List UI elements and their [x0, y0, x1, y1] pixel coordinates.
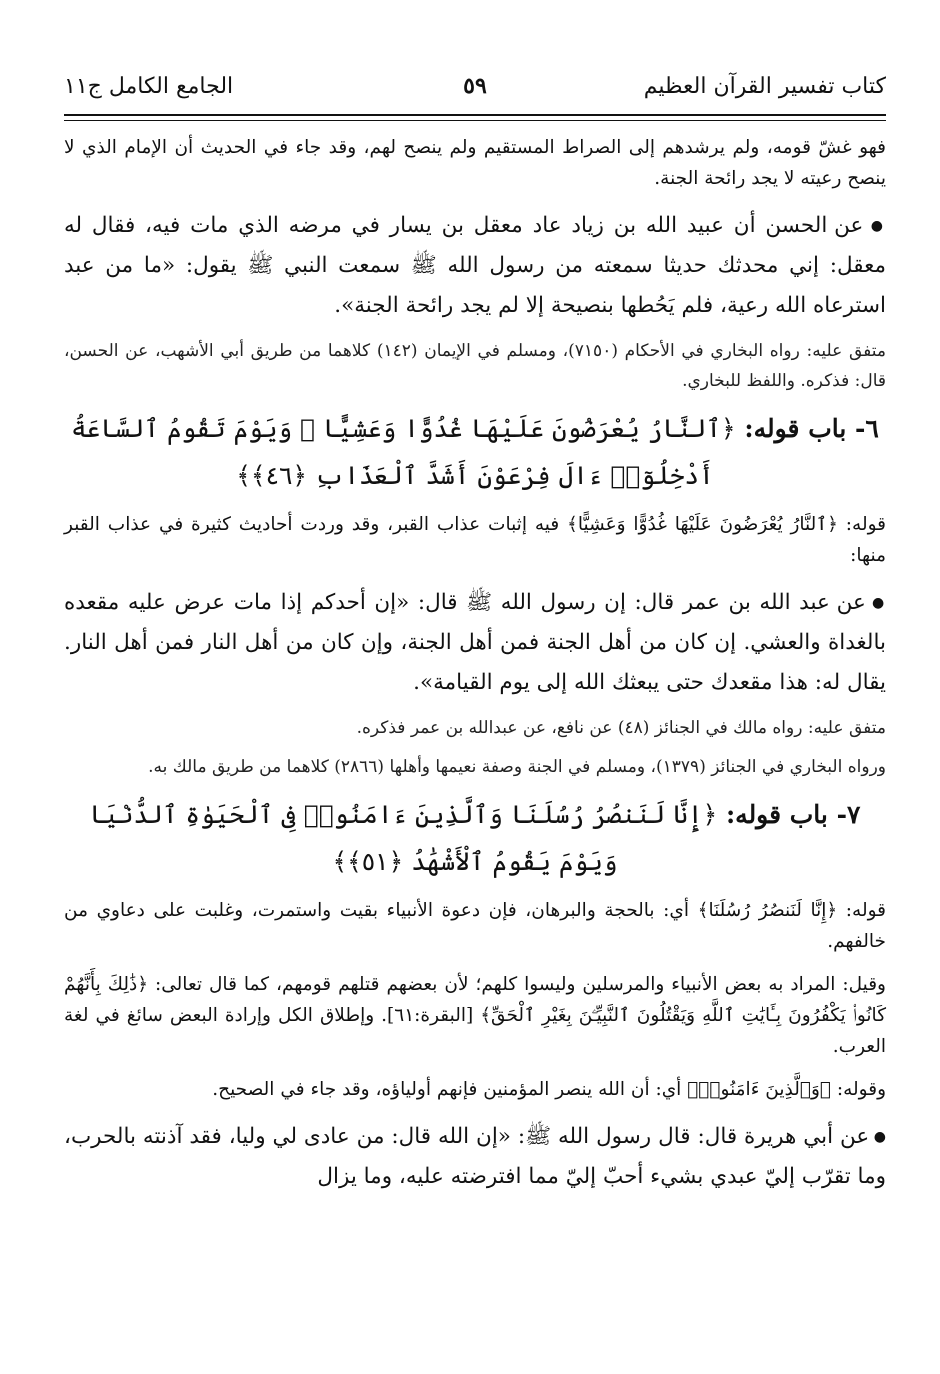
hadith-reference: ورواه البخاري في الجنائز (١٣٧٩)، ومسلم في الجنة وصفة نعيمها وأهلها (٢٨٦٦) كلاهما من طريق مالك به. — [148, 757, 886, 777]
page-body — [64, 132, 886, 1362]
page-number: ٥٩ — [463, 73, 487, 99]
hadith-paragraph: ● عن عبد الله بن عمر قال: إن رسول الله ﷺ قال: «إن أحدكم إذا مات عرض عليه مقعده بالغداة والعشي. إن كان من أهل الجنة فمن أهل الجنة، وإن كان من أهل النار فمن أهل النار. يقال له: هذا مقعدك حتى يبعثك الله إلى يوم القيامة». — [64, 583, 886, 703]
series-title: الجامع الكامل ج١١ — [64, 73, 234, 99]
commentary-paragraph: وقوله: ﴿وَٱلَّذِينَ ءَامَنُوا۟﴾ أي: أن الله ينصر المؤمنين فإنهم أولياؤه، وقد جاء في الصحيح. — [212, 1079, 886, 1100]
hadith-paragraph: ● عن الحسن أن عبيد الله بن زياد عاد معقل بن يسار في مرضه الذي مات فيه، فقال له معقل: إني محدثك حديثا سمعته من رسول الله ﷺ سمعت النبي ﷺ يقول: «ما من عبد استرعاه الله رعية، فلم يَحُطها بنصيحة إلا لم يجد رائحة الجنة». — [64, 206, 886, 326]
quran-verse: ﴿ٱلنَّارُ يُعْرَضُونَ عَلَيْهَا غُدُوًّا وَعَشِيًّا ۖ وَيَوْمَ تَقُومُ ٱلسَّاعَةُ أَدْخِلُوٓا۟ ءَالَ فِرْعَوْنَ أَشَدَّ ٱلْعَذَابِ ﴿٤٦﴾﴾ — [71, 414, 736, 490]
section-heading-6 — [64, 405, 886, 499]
commentary-paragraph: قوله: ﴿إِنَّا لَنَنصُرُ رُسُلَنَا﴾ أي: بالحجة والبرهان، فإن دعوة الأنبياء بقيت واستمرت، وغلبت على دعاوي من خالفهم. — [64, 900, 886, 952]
hadith-reference: متفق عليه: رواه مالك في الجنائز (٤٨) عن نافع، عن عبدالله بن عمر فذكره. — [356, 718, 886, 738]
header-rule-thick — [64, 114, 886, 116]
section-heading-label: ٧- باب قوله: — [725, 800, 861, 829]
running-header — [64, 66, 886, 106]
hadith-paragraph: ● عن أبي هريرة قال: قال رسول الله ﷺ: «إن الله قال: من عادى لي وليا، فقد آذنته بالحرب، وما تقرّب إليّ عبدي بشيء أحبّ إليّ مما افترضته عليه، وما يزال — [64, 1117, 886, 1197]
header-rule-thin — [64, 120, 886, 121]
commentary-paragraph: قوله: ﴿ٱلنَّارُ يُعْرَضُونَ عَلَيْهَا غُدُوًّا وَعَشِيًّا﴾ فيه إثبات عذاب القبر، وقد وردت أحاديث كثيرة في عذاب القبر منها: — [64, 514, 886, 566]
book-title: كتاب تفسير القرآن العظيم — [643, 73, 886, 99]
section-heading-label: ٦- باب قوله: — [744, 414, 879, 443]
quran-verse: ﴿إِنَّا لَنَنصُرُ رُسُلَنَا وَٱلَّذِينَ ءَامَنُوا۟ فِى ٱلْحَيَوٰةِ ٱلدُّنْيَا وَيَوْمَ يَقُومُ ٱلْأَشْهَٰدُ ﴿٥١﴾﴾ — [89, 800, 718, 876]
section-heading-7 — [64, 791, 886, 885]
commentary-paragraph: وقيل: المراد به بعض الأنبياء والمرسلين وليسوا كلهم؛ لأن بعضهم قتلهم قومهم، كما قال تعالى: ﴿ذَٰلِكَ بِأَنَّهُمْ كَانُوا۟ يَكْفُرُونَ بِـَٔايَٰتِ ٱللَّهِ وَيَقْتُلُونَ ٱلنَّبِيِّـۧنَ بِغَيْرِ ٱلْحَقِّ﴾ [البقرة:٦١]. وإطلاق الكل وإرادة البعض سائغ في لغة العرب. — [64, 974, 887, 1057]
paragraph-continuation: فهو غشّ قومه، ولم يرشدهم إلى الصراط المستقيم ولم ينصح لهم، وقد جاء في الحديث أن الإمام الذي لا ينصح رعيته لا يجد رائحة الجنة. — [64, 137, 886, 189]
hadith-reference: متفق عليه: رواه البخاري في الأحكام (٧١٥٠)، ومسلم في الإيمان (١٤٢) كلاهما من طريق أبي الأشهب، عن الحسن، قال: فذكره. واللفظ للبخاري. — [64, 341, 886, 391]
